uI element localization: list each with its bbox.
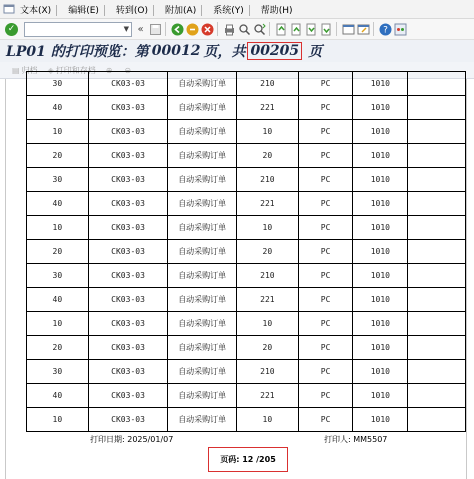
table-cell: 1010: [353, 216, 408, 240]
table-row: [27, 168, 466, 192]
table-cell: PC: [298, 192, 353, 216]
table-cell: 1010: [353, 144, 408, 168]
table-cell: 1010: [353, 264, 408, 288]
table-cell: PC: [298, 288, 353, 312]
svg-text:?: ?: [383, 25, 388, 35]
collapse-icon[interactable]: «: [137, 23, 144, 35]
title-total-pages: 00205: [247, 42, 302, 60]
table-cell: 10: [27, 120, 89, 144]
toolbar-separator: [373, 22, 374, 36]
toolbar-separator: [165, 22, 166, 36]
printer-name: 打印人: MM5507: [324, 435, 388, 444]
table-cell: PC: [298, 72, 353, 96]
menu-edit[interactable]: [68, 3, 105, 16]
table-cell: 10: [237, 408, 299, 432]
print-archive-icon: ◈: [47, 65, 54, 75]
previous-page-icon[interactable]: [290, 23, 303, 36]
save-icon[interactable]: [149, 23, 162, 36]
preview-table: [26, 71, 466, 432]
new-session-icon[interactable]: [342, 23, 355, 36]
table-cell: 210: [237, 168, 299, 192]
table-cell: 1010: [353, 72, 408, 96]
table-cell-empty: [408, 312, 466, 336]
table-cell: 30: [27, 168, 89, 192]
table-cell: 自动采购订单: [168, 312, 237, 336]
menu-help-label: 帮助(H): [260, 5, 293, 16]
table-cell: 40: [27, 384, 89, 408]
print-preview-area[interactable]: [0, 79, 474, 479]
table-cell: 自动采购订单: [168, 384, 237, 408]
table-cell: 1010: [353, 336, 408, 360]
table-cell: CK03-03: [88, 192, 168, 216]
table-cell: 221: [237, 288, 299, 312]
exit-icon[interactable]: [186, 23, 199, 36]
cancel-icon[interactable]: [201, 23, 214, 36]
command-field[interactable]: [24, 22, 132, 37]
table-cell: CK03-03: [88, 384, 168, 408]
page-title: [0, 40, 474, 62]
title-current-page: 00012: [151, 43, 201, 59]
table-cell: 221: [237, 96, 299, 120]
table-cell-empty: [408, 72, 466, 96]
zoom-out-icon: ⊖: [124, 65, 132, 75]
table-row: [27, 360, 466, 384]
table-row: [27, 144, 466, 168]
enter-icon[interactable]: ✓: [5, 23, 18, 36]
table-cell: 221: [237, 192, 299, 216]
table-cell-empty: [408, 120, 466, 144]
sap-menu-icon[interactable]: [2, 2, 16, 16]
table-cell-empty: [408, 168, 466, 192]
table-cell-empty: [408, 288, 466, 312]
table-cell: 1010: [353, 360, 408, 384]
table-cell: CK03-03: [88, 240, 168, 264]
table-cell: CK03-03: [88, 264, 168, 288]
menu-separator: [249, 5, 250, 16]
table-cell: 自动采购订单: [168, 216, 237, 240]
table-cell: 1010: [353, 408, 408, 432]
find-icon[interactable]: [238, 23, 251, 36]
table-cell: 10: [27, 408, 89, 432]
find-next-icon[interactable]: [253, 23, 266, 36]
table-row: [27, 312, 466, 336]
table-cell: 自动采购订单: [168, 72, 237, 96]
last-page-icon[interactable]: [320, 23, 333, 36]
table-cell: 210: [237, 72, 299, 96]
toolbar-separator: [336, 22, 337, 36]
table-row: [27, 192, 466, 216]
table-cell: 自动采购订单: [168, 288, 237, 312]
menu-separator: [56, 5, 57, 16]
table-cell: 自动采购订单: [168, 240, 237, 264]
table-cell-empty: [408, 384, 466, 408]
first-page-icon[interactable]: [275, 23, 288, 36]
table-row: [27, 96, 466, 120]
table-cell: 30: [27, 72, 89, 96]
table-cell-empty: [408, 216, 466, 240]
table-cell-empty: [408, 144, 466, 168]
table-row: [27, 384, 466, 408]
table-cell-empty: [408, 336, 466, 360]
table-row: [27, 336, 466, 360]
table-cell: PC: [298, 312, 353, 336]
table-cell: 10: [27, 216, 89, 240]
table-cell: 20: [237, 144, 299, 168]
toolbar-separator: [269, 22, 270, 36]
title-prefix: LP01 的打印预览：第: [6, 44, 149, 60]
table-cell: CK03-03: [88, 336, 168, 360]
table-cell: 40: [27, 96, 89, 120]
table-cell: 40: [27, 192, 89, 216]
shortcut-icon[interactable]: [357, 23, 370, 36]
table-cell: PC: [298, 240, 353, 264]
table-cell: 10: [27, 312, 89, 336]
menu-edit-label: 编辑(E): [68, 5, 99, 16]
table-cell: 1010: [353, 168, 408, 192]
table-cell: PC: [298, 384, 353, 408]
table-cell: 30: [27, 264, 89, 288]
table-cell: 自动采购订单: [168, 120, 237, 144]
table-cell: 1010: [353, 96, 408, 120]
table-cell: CK03-03: [88, 216, 168, 240]
table-cell: CK03-03: [88, 408, 168, 432]
table-cell: 1010: [353, 384, 408, 408]
table-cell: 20: [237, 240, 299, 264]
back-icon[interactable]: [171, 23, 184, 36]
table-row: [27, 264, 466, 288]
table-cell: 自动采购订单: [168, 144, 237, 168]
table-row: [27, 72, 466, 96]
table-cell: PC: [298, 120, 353, 144]
table-cell: 自动采购订单: [168, 360, 237, 384]
table-cell: 10: [237, 312, 299, 336]
menu-bar: [0, 0, 474, 19]
menu-system[interactable]: [213, 3, 250, 16]
menu-text-label: 文本(X): [20, 5, 52, 16]
table-row: [27, 240, 466, 264]
table-cell: CK03-03: [88, 288, 168, 312]
table-cell: 10: [237, 120, 299, 144]
table-cell: CK03-03: [88, 168, 168, 192]
menu-separator: [104, 5, 105, 16]
next-page-icon[interactable]: [305, 23, 318, 36]
page-number: 页码: 12 /205: [208, 447, 288, 472]
table-cell: 自动采购订单: [168, 264, 237, 288]
table-cell-empty: [408, 96, 466, 120]
table-cell: PC: [298, 264, 353, 288]
menu-help[interactable]: [261, 3, 293, 16]
table-cell: 210: [237, 360, 299, 384]
menu-extras[interactable]: [165, 3, 202, 16]
table-cell: CK03-03: [88, 360, 168, 384]
table-cell: 20: [237, 336, 299, 360]
table-cell: CK03-03: [88, 120, 168, 144]
table-cell-empty: [408, 408, 466, 432]
table-cell: CK03-03: [88, 144, 168, 168]
table-cell: 20: [27, 336, 89, 360]
table-cell: PC: [298, 360, 353, 384]
table-cell: 自动采购订单: [168, 408, 237, 432]
table-cell: 30: [27, 360, 89, 384]
print-archive-label: 打印和存档: [55, 65, 96, 75]
chevron-down-icon[interactable]: ▼: [123, 25, 129, 33]
menu-system-label: 系统(Y): [213, 5, 244, 16]
table-cell: PC: [298, 96, 353, 120]
table-cell: 1010: [353, 192, 408, 216]
menu-goto-label: 转到(O): [115, 5, 149, 16]
help-icon[interactable]: [379, 23, 392, 36]
preview-page: [5, 79, 467, 479]
archive-label: 归档: [21, 65, 38, 75]
standard-toolbar: [0, 19, 474, 40]
customize-icon[interactable]: [394, 23, 407, 36]
table-cell: 自动采购订单: [168, 96, 237, 120]
table-cell: PC: [298, 144, 353, 168]
menu-goto[interactable]: [116, 3, 154, 16]
table-cell: CK03-03: [88, 312, 168, 336]
table-cell: 自动采购订单: [168, 168, 237, 192]
table-cell: CK03-03: [88, 72, 168, 96]
table-row: [27, 216, 466, 240]
table-cell: 自动采购订单: [168, 336, 237, 360]
table-cell: 20: [27, 144, 89, 168]
print-icon[interactable]: [223, 23, 236, 36]
toolbar-separator: [217, 22, 218, 36]
table-cell-empty: [408, 240, 466, 264]
table-row: [27, 288, 466, 312]
menu-extras-label: 附加(A): [165, 5, 197, 16]
table-row: [27, 408, 466, 432]
table-cell: PC: [298, 168, 353, 192]
table-cell: 1010: [353, 288, 408, 312]
table-cell-empty: [408, 264, 466, 288]
table-cell: 1010: [353, 312, 408, 336]
table-cell: PC: [298, 408, 353, 432]
menu-text[interactable]: [20, 3, 57, 16]
table-cell: 自动采购订单: [168, 192, 237, 216]
print-date: 打印日期: 2025/01/07: [90, 435, 174, 444]
table-cell: PC: [298, 336, 353, 360]
zoom-in-icon: ⊕: [105, 65, 113, 75]
title-suffix: 页: [308, 44, 323, 60]
table-cell-empty: [408, 360, 466, 384]
table-cell: 221: [237, 384, 299, 408]
table-cell: 10: [237, 216, 299, 240]
menu-separator: [201, 5, 202, 16]
title-middle: 页，共: [203, 44, 246, 60]
menu-separator: [153, 5, 154, 16]
table-cell: CK03-03: [88, 96, 168, 120]
table-cell-empty: [408, 192, 466, 216]
table-cell: 210: [237, 264, 299, 288]
table-cell: PC: [298, 216, 353, 240]
archive-icon: ▤: [12, 65, 20, 75]
table-row: [27, 120, 466, 144]
table-cell: 40: [27, 288, 89, 312]
table-cell: 1010: [353, 240, 408, 264]
table-cell: 1010: [353, 120, 408, 144]
table-cell: 20: [27, 240, 89, 264]
